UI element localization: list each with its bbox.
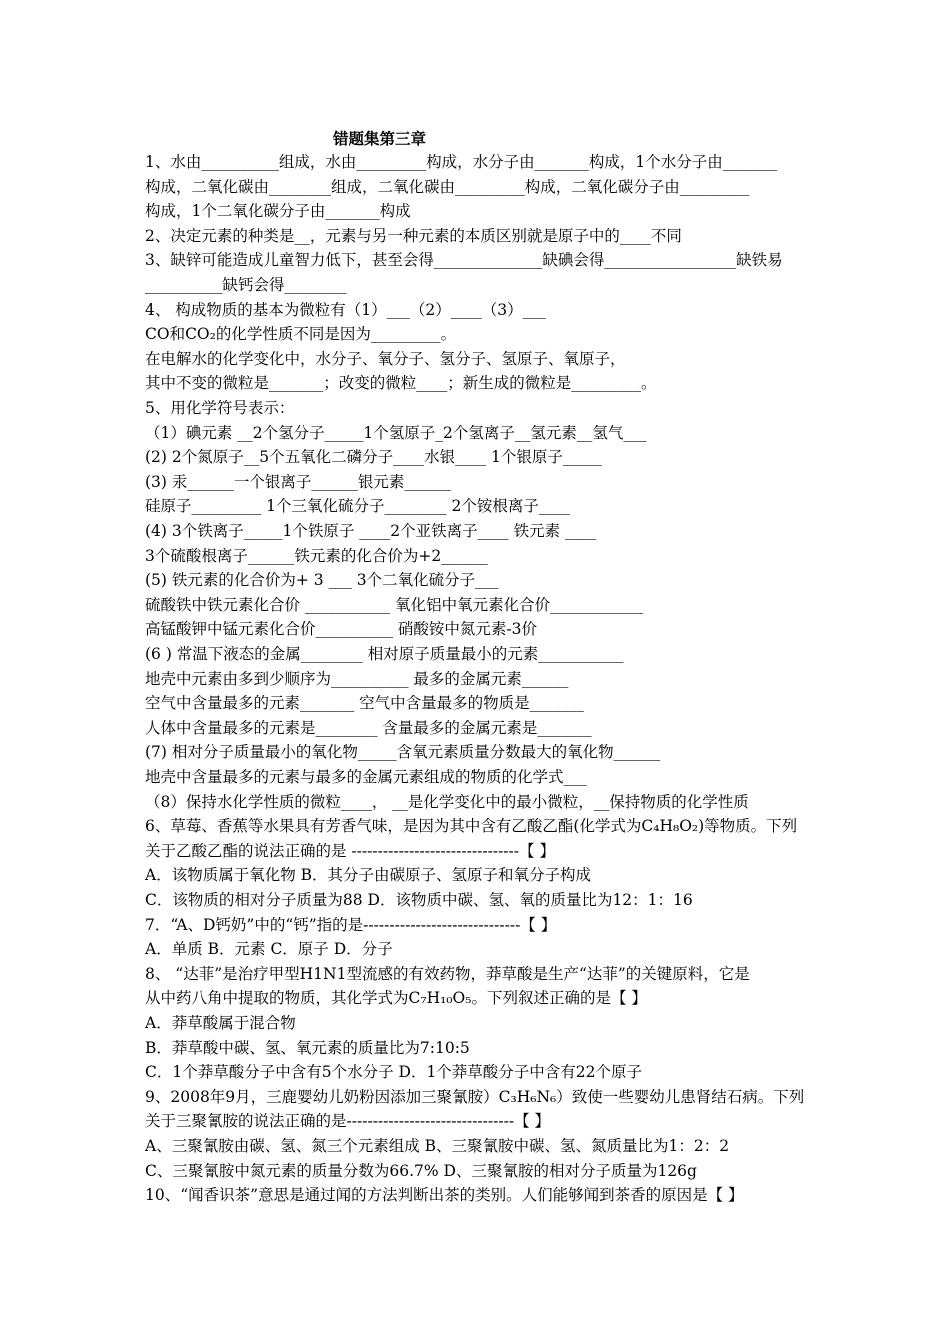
text-line: 关于三聚氰胺的说法正确的是--------------------------------【 】 xyxy=(145,1112,551,1131)
text-line: 构成，1个二氧化碳分子由_______构成 xyxy=(145,202,411,221)
text-line: CO和CO₂的化学性质不同是因为_________。 xyxy=(145,325,457,344)
text-line: A．单质 B．元素 C．原子 D．分子 xyxy=(145,940,393,959)
text-line: 3个硫酸根离子______铁元素的化合价为+2______ xyxy=(145,546,488,565)
text-line: 9、2008年9月，三鹿婴幼儿奶粉因添加三聚氰胺）C₃H₆N₆）致使一些婴幼儿患肾结石病。下列 xyxy=(145,1087,805,1106)
text-line: 空气中含量最多的元素_______ 空气中含量最多的物质是_______ xyxy=(145,694,584,713)
text-line: (4) 3个铁离子_____1个铁原子 ____2个亚铁离子____ 铁元素 ____ xyxy=(145,522,596,540)
text-line: __________缺钙会得________ xyxy=(145,276,347,294)
document-title: 错题集第三章 xyxy=(333,130,427,148)
text-line: 2、决定元素的种类是__，元素与另一种元素的本质区别就是原子中的____不同 xyxy=(145,226,682,245)
text-line: 3、缺锌可能造成儿童智力低下，甚至会得______________缺碘会得_________________缺铁易 xyxy=(145,251,783,270)
text-line: 硅原子_________ 1个三氧化硫分子________ 2个铵根离子____ xyxy=(145,497,570,516)
text-line: A．莽草酸属于混合物 xyxy=(145,1014,296,1032)
text-line: 人体中含量最多的元素是________ 含量最多的金属元素是_______ xyxy=(145,718,592,737)
text-line: C．该物质的相对分子质量为88 D．该物质中碳、氢、氧的质量比为12：1：16 xyxy=(145,891,693,909)
text-line: 8、 “达菲”是治疗甲型H1N1型流感的有效药物，莽草酸是生产“达菲”的关键原料，它是 xyxy=(145,964,750,983)
text-line: C．1个莽草酸分子中含有5个水分子 D．1个莽草酸分子中含有22个原子 xyxy=(145,1063,643,1082)
text-line: A、三聚氰胺由碳、氢、氮三个元素组成 B、三聚氰胺中碳、氢、氮质量比为1：2：2 xyxy=(145,1137,730,1155)
text-line: A．该物质属于氧化物 B．其分子由碳原子、氢原子和氧分子构成 xyxy=(145,866,592,885)
text-line: 在电解水的化学变化中，水分子、氧分子、氢分子、氢原子、氧原子， xyxy=(145,349,626,368)
text-line: 1、水由__________组成，水由_________构成，水分子由_______构成，1个水分子由_______ xyxy=(145,153,777,171)
text-line: (7) 相对分子质量最小的氧化物_____含氧元素质量分数最大的氧化物______ xyxy=(145,743,661,762)
text-line: 地壳中含量最多的元素与最多的金属元素组成的物质的化学式___ xyxy=(145,768,587,786)
text-line: 5、用化学符号表示： xyxy=(145,399,295,417)
text-line: 4、 构成物质的基本为微粒有（1）___（2）____（3）___ xyxy=(145,300,546,319)
text-line: (2) 2个氮原子__5个五氧化二磷分子____水银____ 1个银原子_____ xyxy=(145,448,602,467)
text-line: (5) 铁元素的化合价为+ 3 ___ 3个二氧化硫分子___ xyxy=(145,571,499,590)
text-line: 构成，二氧化碳由________组成，二氧化碳由_________构成，二氧化碳分子由_________ xyxy=(145,177,750,196)
text-line: 7．“A、D钙奶”中的“钙”指的是------------------------------【 】 xyxy=(145,915,557,934)
text-line: 高锰酸钾中锰元素化合价__________ 硝酸铵中氮元素-3价 xyxy=(145,620,538,639)
text-line: 关于乙酸乙酯的说法正确的是 --------------------------------【 】 xyxy=(145,841,555,860)
text-line: 10、“闻香识茶”意思是通过闻的方法判断出茶的类别。人们能够闻到茶香的原因是【 】 xyxy=(145,1186,744,1205)
text-line: 6、草莓、香蕉等水果具有芳香气味，是因为其中含有乙酸乙酯(化学式为C₄H₈O₂)等物质。下列 xyxy=(145,817,798,836)
text-line: 从中药八角中提取的物质，其化学式为C₇H₁₀O₅。下列叙述正确的是【 】 xyxy=(145,989,647,1008)
text-line: （1）碘元素 __2个氢分子_____1个氢原子_2个氢离子__氢元素__氢气___ xyxy=(145,423,647,442)
text-line: 地壳中元素由多到少顺序为__________ 最多的金属元素______ xyxy=(145,669,569,688)
text-line: 其中不变的微粒是_______；改变的微粒____；新生成的微粒是_________。 xyxy=(145,374,657,393)
text-line: B．莽草酸中碳、氢、氧元素的质量比为7:10:5 xyxy=(145,1038,470,1057)
text-line: (6 ) 常温下液态的金属________ 相对原子质量最小的元素___________ xyxy=(145,645,624,663)
text-line: C、三聚氰胺中氮元素的质量分数为66.7% D、三聚氰胺的相对分子质量为126g xyxy=(145,1161,697,1180)
text-line: （8）保持水化学性质的微粒____， __是化学变化中的最小微粒，__保持物质的化学性质 xyxy=(145,792,749,811)
text-line: (3) 汞______一个银离子______银元素______ xyxy=(145,472,451,491)
text-line: 硫酸铁中铁元素化合价 ___________ 氧化铝中氧元素化合价____________ xyxy=(145,595,644,614)
